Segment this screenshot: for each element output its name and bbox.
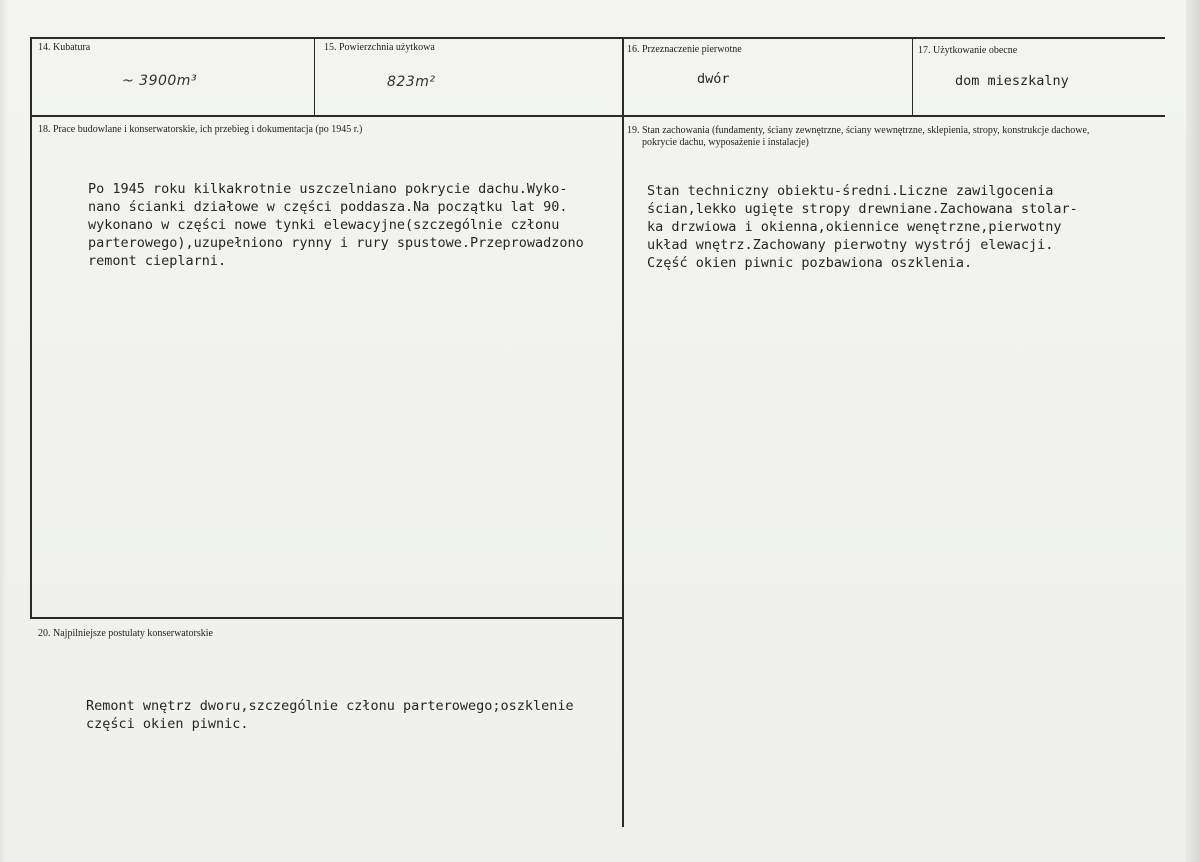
- field-19-label-line2: pokrycie dachu, wyposażenie i instalacje): [642, 137, 809, 148]
- paper-edge-right: [1186, 0, 1200, 862]
- header-row-bottom-line: [30, 115, 1165, 117]
- section-18-20-divider: [30, 617, 624, 619]
- field-19-text: Stan techniczny obiektu-średni.Liczne zawilgocenia ścian,lekko ugięte stropy drewniane.Zachowana stolar- ka drzwiowa i okienna,okiennice wenętrzne,pierwotny układ wnętrz.Zachowany pierwotny wystrój elewacji. Część okien piwnic pozbawiona oszklenia.: [647, 183, 1078, 271]
- field-20-text: Remont wnętrz dworu,szczególnie członu parterowego;oszklenie części okien piwnic.: [86, 698, 574, 732]
- field-15-label: 15. Powierzchnia użytkowa: [324, 42, 435, 53]
- field-18-text: Po 1945 roku kilkakrotnie uszczelniano pokrycie dachu.Wyko- nano ścianki działowe w części poddasza.Na początku lat 90. wykonano w części nowe tynki elewacyjne(szczególnie członu parterowego),uzupełniono rynny i rury spustowe.Przeprowadzono remont cieplarni.: [88, 181, 584, 269]
- divider-16-17: [912, 37, 913, 117]
- divider-14-15: [314, 37, 315, 117]
- field-15-value: 823m²: [387, 74, 436, 90]
- field-17-value: dom mieszkalny: [955, 73, 1069, 89]
- field-17-label: 17. Użytkowanie obecne: [918, 45, 1018, 56]
- paper-edge-left: [0, 0, 6, 862]
- left-border-line: [30, 37, 32, 618]
- field-16-value: dwór: [697, 71, 730, 87]
- center-divider: [622, 37, 624, 827]
- top-border-line: [30, 37, 1165, 39]
- field-16-label: 16. Przeznaczenie pierwotne: [627, 44, 742, 55]
- field-18-label: 18. Prace budowlane i konserwatorskie, ich przebieg i dokumentacja (po 1945 r.): [38, 124, 363, 135]
- field-14-label: 14. Kubatura: [38, 42, 91, 53]
- field-20-label: 20. Najpilniejsze postulaty konserwatorskie: [38, 628, 213, 639]
- field-19-label-line1: 19. Stan zachowania (fundamenty, ściany zewnętrzne, ściany wewnętrzne, sklepienia, stropy, konstrukcje dachowe,: [627, 125, 1090, 136]
- field-14-value: ~ 3900m³: [122, 73, 198, 89]
